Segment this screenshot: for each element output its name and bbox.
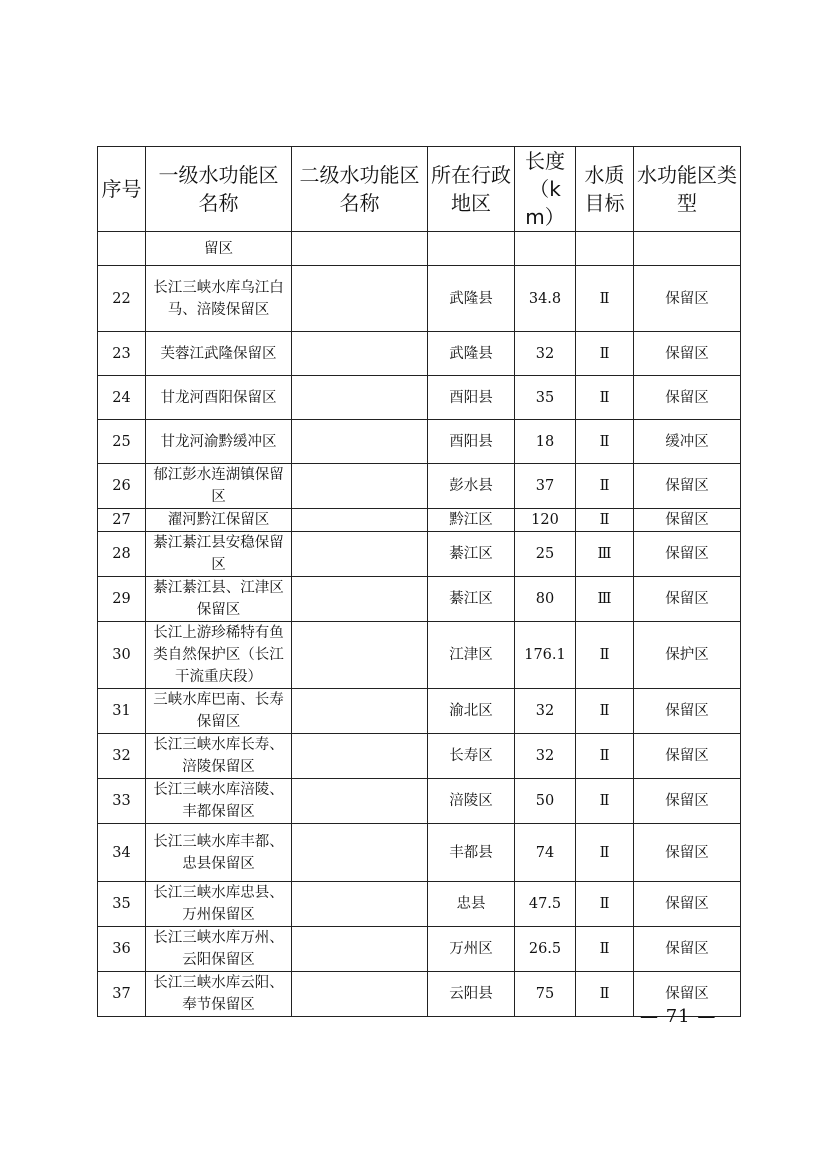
table-row bbox=[98, 532, 741, 577]
cell-zone-type: 保留区 bbox=[634, 332, 741, 376]
cell-primary-zone: 綦江綦江县、江津区保留区 bbox=[146, 577, 292, 622]
cell-length: 32 bbox=[515, 332, 576, 376]
cell-seq: 29 bbox=[98, 577, 146, 622]
cell-secondary-zone bbox=[292, 927, 428, 972]
cell-length: 37 bbox=[515, 464, 576, 509]
cell-secondary-zone bbox=[292, 376, 428, 420]
cell-region: 丰都县 bbox=[428, 824, 515, 882]
cell-secondary-zone bbox=[292, 266, 428, 332]
cell-seq: 37 bbox=[98, 972, 146, 1017]
header-secondary-zone: 二级水功能区名称 bbox=[292, 147, 428, 232]
cell-seq: 32 bbox=[98, 734, 146, 779]
table-row bbox=[98, 420, 741, 464]
cell-quality: Ⅱ bbox=[576, 332, 634, 376]
cell-secondary-zone bbox=[292, 509, 428, 532]
cell-primary-zone: 长江三峡水库乌江白马、涪陵保留区 bbox=[146, 266, 292, 332]
table-row bbox=[98, 824, 741, 882]
cell-region: 忠县 bbox=[428, 882, 515, 927]
cell-secondary-zone bbox=[292, 464, 428, 509]
cell-quality: Ⅱ bbox=[576, 689, 634, 734]
cell-quality: Ⅱ bbox=[576, 509, 634, 532]
cell-region bbox=[428, 232, 515, 266]
cell-secondary-zone bbox=[292, 824, 428, 882]
cell-primary-zone: 长江三峡水库长寿、涪陵保留区 bbox=[146, 734, 292, 779]
cell-length: 26.5 bbox=[515, 927, 576, 972]
cell-seq: 36 bbox=[98, 927, 146, 972]
cell-length: 25 bbox=[515, 532, 576, 577]
cell-region: 彭水县 bbox=[428, 464, 515, 509]
cell-region: 黔江区 bbox=[428, 509, 515, 532]
header-primary-zone: 一级水功能区名称 bbox=[146, 147, 292, 232]
cell-quality: Ⅱ bbox=[576, 376, 634, 420]
table-row bbox=[98, 464, 741, 509]
cell-primary-zone: 长江三峡水库丰都、忠县保留区 bbox=[146, 824, 292, 882]
cell-zone-type: 保留区 bbox=[634, 689, 741, 734]
cell-quality: Ⅱ bbox=[576, 622, 634, 689]
table-row bbox=[98, 577, 741, 622]
cell-secondary-zone bbox=[292, 972, 428, 1017]
cell-quality: Ⅱ bbox=[576, 734, 634, 779]
header-quality: 水质目标 bbox=[576, 147, 634, 232]
cell-secondary-zone bbox=[292, 332, 428, 376]
header-length: 长度（km） bbox=[515, 147, 576, 232]
cell-length bbox=[515, 232, 576, 266]
cell-quality bbox=[576, 232, 634, 266]
header-row bbox=[98, 147, 741, 232]
cell-length: 47.5 bbox=[515, 882, 576, 927]
cell-region: 酉阳县 bbox=[428, 420, 515, 464]
cell-zone-type: 缓冲区 bbox=[634, 420, 741, 464]
cell-secondary-zone bbox=[292, 577, 428, 622]
cell-zone-type: 保留区 bbox=[634, 972, 741, 1017]
cell-quality: Ⅱ bbox=[576, 420, 634, 464]
cell-quality: Ⅲ bbox=[576, 532, 634, 577]
cell-primary-zone: 长江三峡水库万州、云阳保留区 bbox=[146, 927, 292, 972]
cell-seq: 31 bbox=[98, 689, 146, 734]
cell-quality: Ⅱ bbox=[576, 779, 634, 824]
table-row bbox=[98, 927, 741, 972]
cell-length: 18 bbox=[515, 420, 576, 464]
water-function-zone-table bbox=[97, 146, 741, 1017]
table-row bbox=[98, 376, 741, 420]
cell-quality: Ⅱ bbox=[576, 266, 634, 332]
cell-length: 176.1 bbox=[515, 622, 576, 689]
cell-zone-type: 保留区 bbox=[634, 824, 741, 882]
cell-region: 酉阳县 bbox=[428, 376, 515, 420]
table-row bbox=[98, 266, 741, 332]
cell-zone-type: 保留区 bbox=[634, 376, 741, 420]
cell-length: 32 bbox=[515, 689, 576, 734]
cell-region: 云阳县 bbox=[428, 972, 515, 1017]
cell-seq: 33 bbox=[98, 779, 146, 824]
cell-primary-zone: 郁江彭水连湖镇保留区 bbox=[146, 464, 292, 509]
cell-quality: Ⅱ bbox=[576, 927, 634, 972]
cell-seq bbox=[98, 232, 146, 266]
cell-region: 涪陵区 bbox=[428, 779, 515, 824]
cell-length: 50 bbox=[515, 779, 576, 824]
table-row bbox=[98, 622, 741, 689]
cell-seq: 35 bbox=[98, 882, 146, 927]
cell-seq: 24 bbox=[98, 376, 146, 420]
continued-row bbox=[98, 232, 741, 266]
cell-secondary-zone bbox=[292, 532, 428, 577]
cell-zone-type: 保留区 bbox=[634, 464, 741, 509]
cell-region: 綦江区 bbox=[428, 532, 515, 577]
cell-quality: Ⅲ bbox=[576, 577, 634, 622]
cell-quality: Ⅱ bbox=[576, 972, 634, 1017]
table-row bbox=[98, 332, 741, 376]
cell-quality: Ⅱ bbox=[576, 882, 634, 927]
cell-region: 武隆县 bbox=[428, 266, 515, 332]
cell-region: 万州区 bbox=[428, 927, 515, 972]
header-seq: 序号 bbox=[98, 147, 146, 232]
cell-primary-zone: 长江三峡水库忠县、万州保留区 bbox=[146, 882, 292, 927]
cell-secondary-zone bbox=[292, 420, 428, 464]
cell-secondary-zone bbox=[292, 882, 428, 927]
cell-secondary-zone bbox=[292, 734, 428, 779]
cell-region: 綦江区 bbox=[428, 577, 515, 622]
cell-primary-zone: 濯河黔江保留区 bbox=[146, 509, 292, 532]
page-number: — 71 — bbox=[640, 1006, 717, 1027]
cell-region: 长寿区 bbox=[428, 734, 515, 779]
cell-primary-zone: 甘龙河渝黔缓冲区 bbox=[146, 420, 292, 464]
cell-length: 34.8 bbox=[515, 266, 576, 332]
cell-primary-zone: 长江上游珍稀特有鱼类自然保护区（长江干流重庆段） bbox=[146, 622, 292, 689]
cell-zone-type: 保留区 bbox=[634, 927, 741, 972]
cell-seq: 28 bbox=[98, 532, 146, 577]
cell-length: 32 bbox=[515, 734, 576, 779]
cell-zone-type: 保留区 bbox=[634, 266, 741, 332]
cell-seq: 30 bbox=[98, 622, 146, 689]
cell-seq: 22 bbox=[98, 266, 146, 332]
cell-zone-type: 保留区 bbox=[634, 532, 741, 577]
header-zone-type: 水功能区类型 bbox=[634, 147, 741, 232]
cell-zone-type: 保留区 bbox=[634, 779, 741, 824]
cell-secondary-zone bbox=[292, 622, 428, 689]
cell-secondary-zone bbox=[292, 689, 428, 734]
cell-region: 武隆县 bbox=[428, 332, 515, 376]
cell-length: 80 bbox=[515, 577, 576, 622]
cell-quality: Ⅱ bbox=[576, 824, 634, 882]
cell-secondary-zone bbox=[292, 779, 428, 824]
cell-seq: 26 bbox=[98, 464, 146, 509]
cell-zone-type: 保护区 bbox=[634, 622, 741, 689]
cell-primary-zone: 芙蓉江武隆保留区 bbox=[146, 332, 292, 376]
cell-zone-type: 保留区 bbox=[634, 509, 741, 532]
cell-primary-zone: 三峡水库巴南、长寿保留区 bbox=[146, 689, 292, 734]
cell-primary-zone: 甘龙河酉阳保留区 bbox=[146, 376, 292, 420]
cell-seq: 23 bbox=[98, 332, 146, 376]
cell-secondary-zone bbox=[292, 232, 428, 266]
cell-region: 江津区 bbox=[428, 622, 515, 689]
cell-zone-type: 保留区 bbox=[634, 734, 741, 779]
cell-seq: 27 bbox=[98, 509, 146, 532]
table-row bbox=[98, 882, 741, 927]
table-row bbox=[98, 689, 741, 734]
cell-length: 35 bbox=[515, 376, 576, 420]
cell-primary-zone: 留区 bbox=[146, 232, 292, 266]
cell-zone-type: 保留区 bbox=[634, 577, 741, 622]
table-row bbox=[98, 734, 741, 779]
table-row bbox=[98, 509, 741, 532]
cell-seq: 34 bbox=[98, 824, 146, 882]
cell-length: 120 bbox=[515, 509, 576, 532]
header-region: 所在行政地区 bbox=[428, 147, 515, 232]
cell-seq: 25 bbox=[98, 420, 146, 464]
cell-region: 渝北区 bbox=[428, 689, 515, 734]
cell-length: 74 bbox=[515, 824, 576, 882]
cell-zone-type: 保留区 bbox=[634, 882, 741, 927]
table-row bbox=[98, 779, 741, 824]
cell-primary-zone: 长江三峡水库云阳、奉节保留区 bbox=[146, 972, 292, 1017]
cell-zone-type bbox=[634, 232, 741, 266]
cell-quality: Ⅱ bbox=[576, 464, 634, 509]
cell-length: 75 bbox=[515, 972, 576, 1017]
cell-primary-zone: 綦江綦江县安稳保留区 bbox=[146, 532, 292, 577]
cell-primary-zone: 长江三峡水库涪陵、丰都保留区 bbox=[146, 779, 292, 824]
